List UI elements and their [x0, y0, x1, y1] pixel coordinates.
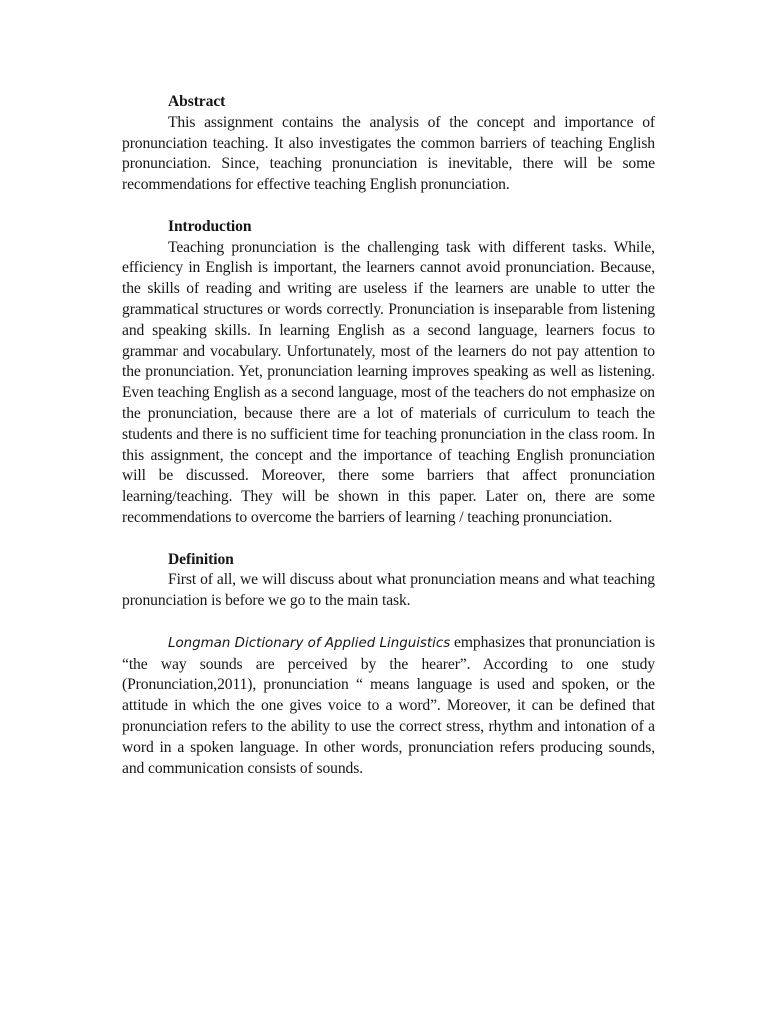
definition-quote-text: emphasizes that pronunciation is “the way sounds are perceived by the hearer”. According to one study (Pronunciation,2011), pronunciation “ means language is used and spoken, or the attitude in which the one gives voice to a word”. Moreover, it can be defined that pronunciation refers to the ability to use the correct stress, rhythm and intonation of a word in a spoken language. In other words, pronunciation refers producing sounds, and communication consists of sounds. — [122, 633, 655, 777]
definition-quote-paragraph — [122, 633, 655, 780]
introduction-heading: Introduction — [168, 217, 252, 235]
dictionary-title: Longman Dictionary of Applied Linguistics — [168, 635, 451, 651]
abstract-heading: Abstract — [168, 93, 226, 110]
section-spacer — [122, 612, 655, 633]
definition-heading: Definition — [168, 550, 234, 568]
section-spacer — [122, 196, 655, 217]
document-page — [122, 92, 655, 779]
abstract-paragraph: This assignment contains the analysis of the concept and importance of pronunciation teaching. It also investigates the common barriers of teaching English pronunciation. Since, teaching pronunciation is inevitable, there will be some recommendations for effective teaching English pronunciation. — [122, 113, 655, 194]
definition-paragraph: First of all, we will discuss about what pronunciation means and what teaching pronunciation is before we go to the main task. — [122, 571, 655, 610]
section-spacer — [122, 529, 655, 550]
introduction-paragraph: Teaching pronunciation is the challenging task with different tasks. While, efficiency in English is important, the learners cannot avoid pronunciation. Because, the skills of reading and writing are useless if the learners are unable to utter the grammatical structures or words correctly. Pronunciation is inseparable from listening and speaking skills. In learning English as a second language, learners focus to grammar and vocabulary. Unfortunately, most of the learners do not pay attention to the pronunciation. Yet, pronunciation learning improves speaking as well as listening. Even teaching English as a second language, most of the teachers do not emphasize on the pronunciation, because there are a lot of materials of curriculum to teach the students and there is no sufficient time for teaching pronunciation in the class room. In this assignment, the concept and the importance of teaching English pronunciation will be discussed. Moreover, there some barriers that affect pronunciation learning/teaching. They will be shown in this paper. Later on, there are some recommendations to overcome the barriers of learning / teaching pronunciation. — [122, 238, 655, 526]
